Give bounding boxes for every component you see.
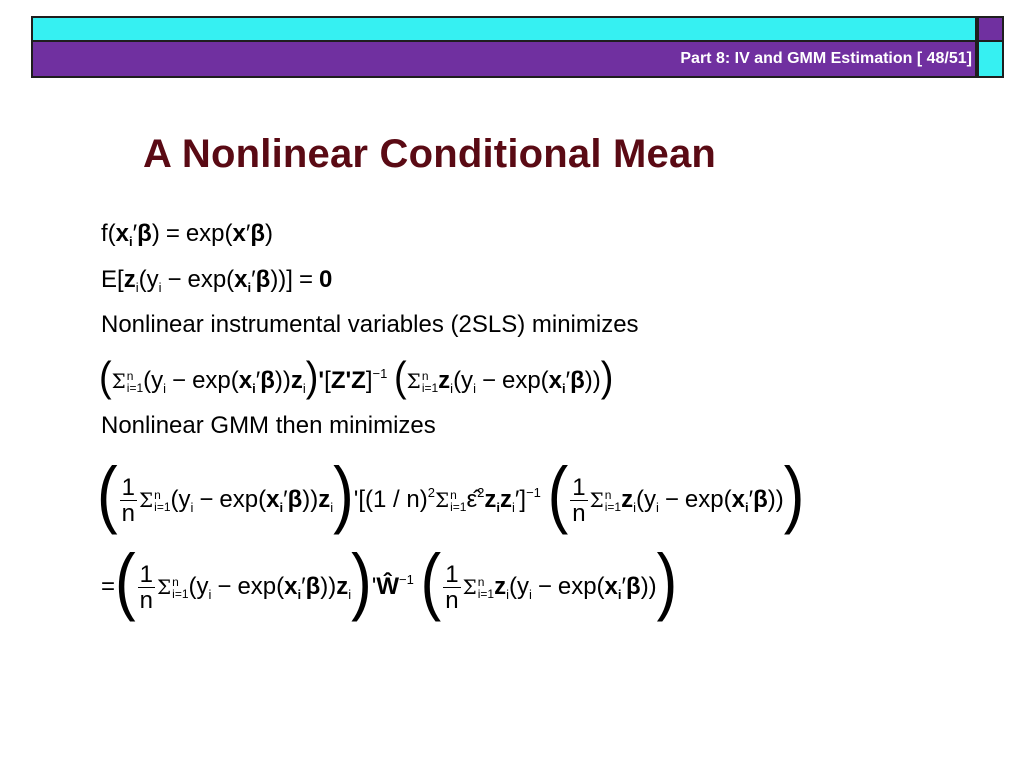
equation-gmm-weighted: =( $\frac{1}{n}$ Σn $i=1(y_i$ − $\exp(x_i'\beta))z_i)'Ŵ^{-1}$ ( $\frac{1}{n}$ Σn $i=1z_i(y_i - \exp(x_i'\beta))$) [101,540,678,623]
equation-mean-function: $f(x_i'\beta) = \exp(x'\beta)$ [101,220,274,249]
nonlinear-iv-text: Nonlinear instrumental variables (2SLS) minimizes [101,311,639,338]
header-corner-square-top [977,16,1004,42]
slide-header: Part 8: IV and GMM Estimation [ 48/51] [680,50,972,67]
slide-title: A Nonlinear Conditional Mean [143,132,717,176]
header-corner-square-bottom [977,42,1004,78]
equation-2sls-criterion: (Σn $i=1(y_i - \exp(x_i'\beta))z_i)'[Z'Z]^{-1}$ (Σn $i=1z_i(y_i - \exp(x_i'\beta))$) [99,354,614,402]
equation-moment-condition: $E[z_i(y_i - \exp(x_i'\beta))] = 0$ [101,266,333,295]
nonlinear-gmm-text: Nonlinear GMM then minimizes [101,412,436,439]
header-top-bar [31,16,977,42]
equation-gmm-criterion: ( $\frac{1}{n}$ Σn $i=1(y_i - \exp(x_i'\beta))z_i)'[(1 / n)^2\Sigma n$ $i=1\varepsilon̂^2z_iz_i']^{-1}$ ( $\frac{1}{n}$ Σn $i=1z_i(y_i - \exp(x_i'\beta))$) [97,453,805,536]
